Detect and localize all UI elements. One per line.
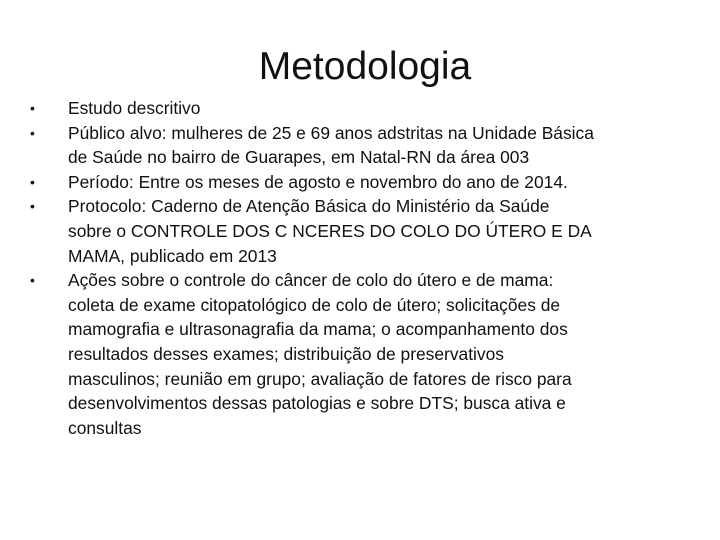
bullet-icon: • — [30, 100, 35, 116]
bullet-text: Estudo descritivo — [68, 98, 201, 118]
bullet-text: consultas — [68, 417, 142, 438]
bullet-icon: • — [30, 173, 35, 190]
bullet-icon: • — [30, 124, 35, 141]
bullet-text: Público alvo: mulheres de 25 e 69 anos adstritas na Unidade Básica — [68, 122, 594, 143]
bullet-text: sobre o CONTROLE DOS C NCERES DO COLO DO ÚTERO E DA — [68, 220, 592, 241]
bullet-item — [30, 268, 690, 440]
bullet-text: masculinos; reunião em grupo; avaliação de fatores de risco para — [68, 368, 572, 389]
bullet-item — [30, 121, 690, 170]
bullet-list — [30, 96, 690, 440]
bullet-text: de Saúde no bairro de Guarapes, em Natal-RN da área 003 — [68, 147, 530, 168]
slide-title: Metodologia — [258, 45, 472, 88]
bullet-item — [30, 170, 690, 195]
bullet-item — [30, 194, 690, 268]
bullet-text: Protocolo: Caderno de Atenção Básica do Ministério da Saúde — [68, 196, 550, 217]
bullet-text: coleta de exame citopatológico de colo de útero; solicitações de — [68, 294, 561, 315]
bullet-text: MAMA, publicado em 2013 — [68, 245, 277, 266]
bullet-text: Ações sobre o controle do câncer de colo do útero e de mama: — [68, 270, 554, 291]
bullet-text: desenvolvimentos dessas patologias e sobre DTS; busca ativa e — [68, 393, 566, 414]
bullet-item — [30, 96, 690, 121]
bullet-text: Período: Entre os meses de agosto e novembro do ano de 2014. — [68, 171, 568, 192]
bullet-text: resultados desses exames; distribuição de preservativos — [68, 343, 504, 364]
bullet-text: mamografia e ultrasonagrafia da mama; o acompanhamento dos — [68, 319, 568, 340]
bullet-icon: • — [30, 272, 35, 289]
bullet-icon: • — [30, 198, 35, 215]
